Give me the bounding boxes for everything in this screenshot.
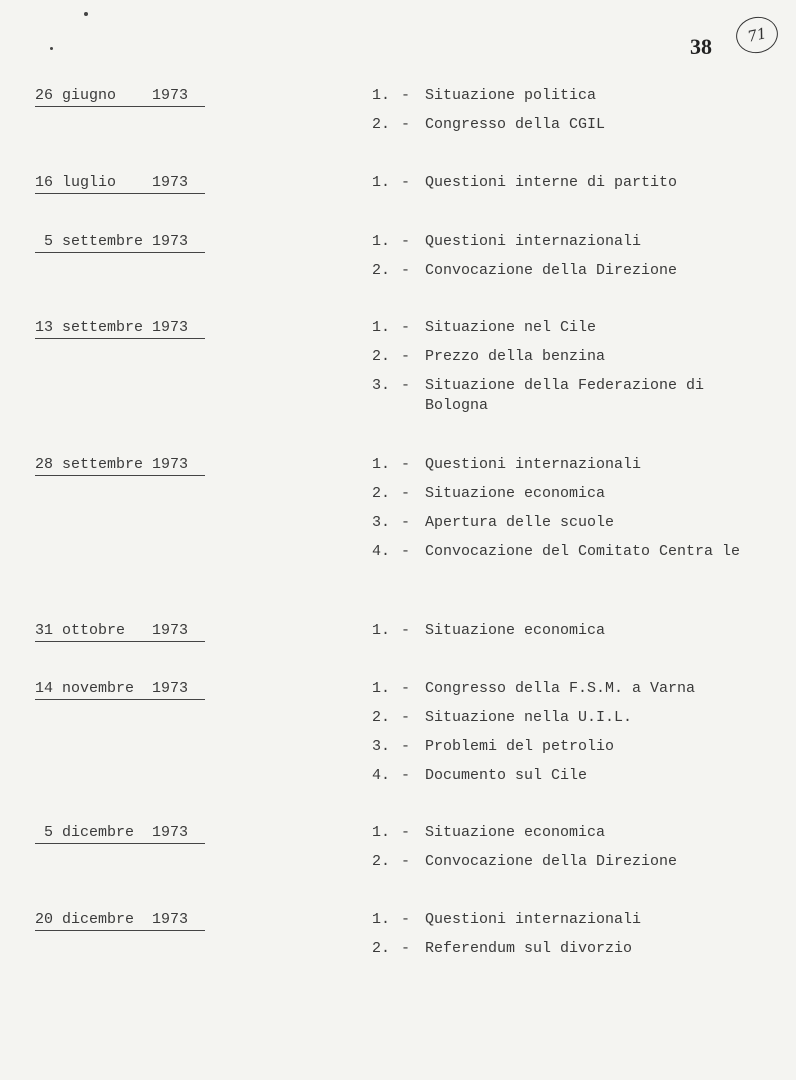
item-number: 3.: [371, 514, 390, 531]
item-text: Questioni internazionali: [425, 911, 642, 928]
item-number: 4.: [371, 767, 390, 784]
item-number: 2.: [371, 262, 390, 279]
agenda-item: [370, 823, 745, 843]
agenda-item: [370, 261, 745, 281]
agenda-item: [370, 347, 745, 367]
item-text: Situazione della Federazione di Bologna: [425, 377, 705, 414]
meeting-date: 5 dicembre 1973: [35, 823, 205, 844]
item-number: 1.: [371, 87, 390, 104]
agenda-items: [370, 318, 745, 425]
item-dash: -: [401, 514, 411, 531]
item-dash: -: [401, 87, 411, 104]
meeting-date: 28 settembre 1973: [35, 455, 205, 476]
agenda-items: [370, 173, 745, 202]
item-dash: -: [401, 348, 411, 365]
item-text: Prezzo della benzina: [425, 348, 606, 365]
meeting-date: 31 ottobre 1973: [35, 621, 205, 642]
agenda-item: [370, 513, 745, 533]
item-dash: -: [401, 680, 411, 697]
item-dash: -: [401, 262, 411, 279]
item-dash: -: [401, 485, 411, 502]
meeting-date: 16 luglio 1973: [35, 173, 205, 194]
agenda-item: [370, 737, 745, 757]
item-text: Situazione economica: [425, 824, 606, 841]
item-number: 2.: [371, 116, 390, 133]
item-text: Congresso della F.S.M. a Varna: [425, 680, 696, 697]
item-text: Situazione economica: [425, 485, 606, 502]
agenda-item: [370, 115, 745, 135]
item-dash: -: [401, 767, 411, 784]
item-dash: -: [401, 543, 411, 560]
agenda-item: [370, 86, 745, 106]
item-dash: -: [401, 116, 411, 133]
item-number: 1.: [371, 319, 390, 336]
agenda-item: [370, 766, 745, 786]
agenda-items: [370, 910, 745, 968]
agenda-item: [370, 621, 745, 641]
item-text: Apertura delle scuole: [425, 514, 615, 531]
meeting-date: 20 dicembre 1973: [35, 910, 205, 931]
agenda-item: [370, 318, 745, 338]
item-dash: -: [401, 233, 411, 250]
item-text: Convocazione della Direzione: [425, 853, 678, 870]
item-number: 1.: [371, 680, 390, 697]
item-text: Referendum sul divorzio: [425, 940, 633, 957]
agenda-item: [370, 455, 745, 475]
agenda-items: [370, 823, 745, 881]
item-dash: -: [401, 824, 411, 841]
item-number: 2.: [371, 853, 390, 870]
item-dash: -: [401, 377, 411, 394]
punch-mark: [84, 12, 88, 16]
item-number: 2.: [371, 485, 390, 502]
meeting-date: 13 settembre 1973: [35, 318, 205, 339]
circled-page-number: 71: [733, 13, 782, 57]
item-number: 1.: [371, 456, 390, 473]
agenda-items: [370, 232, 745, 290]
agenda-item: [370, 679, 745, 699]
meeting-date: 26 giugno 1973: [35, 86, 205, 107]
agenda-item: [370, 232, 745, 252]
punch-mark: [50, 47, 53, 50]
item-number: 4.: [371, 543, 390, 560]
item-text: Situazione economica: [425, 622, 606, 639]
item-number: 2.: [371, 348, 390, 365]
item-number: 3.: [371, 377, 390, 394]
agenda-item: [370, 542, 745, 562]
item-text: Convocazione del Comitato Centra le: [425, 543, 741, 560]
agenda-item: [370, 376, 745, 416]
item-text: Situazione nel Cile: [425, 319, 597, 336]
item-dash: -: [401, 709, 411, 726]
agenda-item: [370, 484, 745, 504]
item-number: 1.: [371, 622, 390, 639]
meeting-date: 5 settembre 1973: [35, 232, 205, 253]
item-text: Questioni interne di partito: [425, 174, 678, 191]
item-text: Situazione politica: [425, 87, 597, 104]
item-number: 2.: [371, 940, 390, 957]
item-text: Situazione nella U.I.L.: [425, 709, 633, 726]
agenda-item: [370, 173, 745, 193]
item-dash: -: [401, 738, 411, 755]
item-dash: -: [401, 456, 411, 473]
item-number: 1.: [371, 824, 390, 841]
item-dash: -: [401, 319, 411, 336]
item-text: Questioni internazionali: [425, 233, 642, 250]
item-text: Questioni internazionali: [425, 456, 642, 473]
item-text: Documento sul Cile: [425, 767, 588, 784]
item-dash: -: [401, 853, 411, 870]
agenda-item: [370, 910, 745, 930]
agenda-items: [370, 679, 745, 795]
item-dash: -: [401, 940, 411, 957]
item-text: Congresso della CGIL: [425, 116, 606, 133]
meeting-date: 14 novembre 1973: [35, 679, 205, 700]
item-text: Convocazione della Direzione: [425, 262, 678, 279]
item-number: 1.: [371, 911, 390, 928]
page-number: 38: [690, 34, 712, 59]
item-dash: -: [401, 622, 411, 639]
agenda-item: [370, 708, 745, 728]
item-number: 3.: [371, 738, 390, 755]
agenda-items: [370, 621, 745, 650]
item-number: 1.: [371, 174, 390, 191]
agenda-items: [370, 455, 745, 571]
agenda-item: [370, 852, 745, 872]
item-number: 1.: [371, 233, 390, 250]
agenda-items: [370, 86, 745, 144]
item-dash: -: [401, 911, 411, 928]
item-dash: -: [401, 174, 411, 191]
item-number: 2.: [371, 709, 390, 726]
agenda-item: [370, 939, 745, 959]
item-text: Problemi del petrolio: [425, 738, 615, 755]
